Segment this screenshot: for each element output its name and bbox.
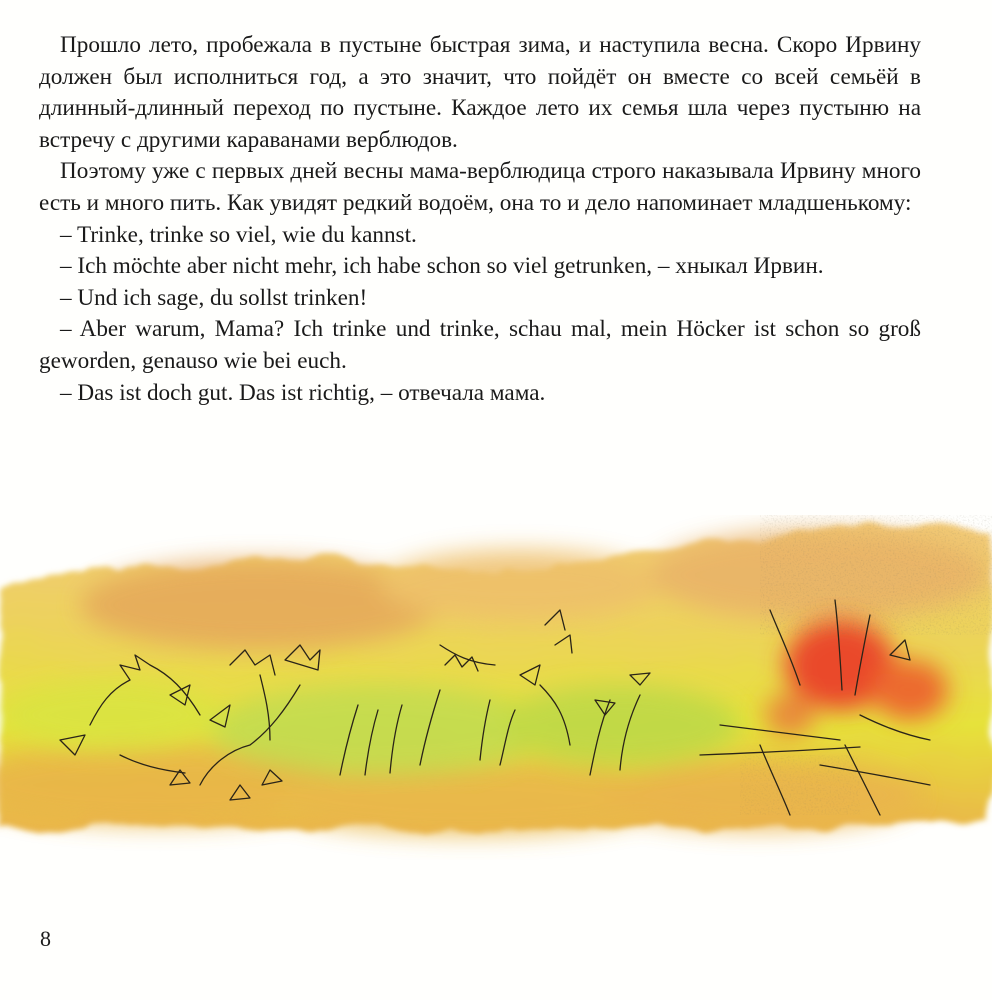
watercolor-desert-plants-illustration bbox=[0, 515, 992, 860]
paragraph-7: – Das ist doch gut. Das ist richtig, – отвечала мама. bbox=[60, 379, 546, 406]
page-number: 8 bbox=[40, 926, 51, 951]
paragraph-2: Поэтому уже с первых дней весны мама-верблюдица строго наказывала Ирвину много есть и много пить. Как увидят редкий водоём, она то и дело напоминает младшенькому: bbox=[39, 158, 921, 216]
paragraph-5: – Und ich sage, du sollst trinken! bbox=[60, 284, 368, 311]
paragraph-6: – Aber warum, Mama? Ich trinke und trinke, schau mal, mein Höcker ist schon so groß geworden, genauso wie bei euch. bbox=[39, 316, 921, 374]
paragraph-4: – Ich möchte aber nicht mehr, ich habe schon so viel getrunken, – хныкал Ирвин. bbox=[60, 253, 824, 280]
story-text bbox=[39, 30, 921, 409]
paragraph-3: – Trinke, trinke so viel, wie du kannst. bbox=[60, 221, 417, 248]
paragraph-1: Прошло лето, пробежала в пустыне быстрая зима, и наступила весна. Скоро Ирвину должен был исполниться год, а это значит, что пойдёт он вместе со всей семьёй в длинный-длинный переход по пустыне. Каждое лето их семья шла через пустыню на встречу с другими караванами верблюдов. bbox=[39, 32, 921, 153]
